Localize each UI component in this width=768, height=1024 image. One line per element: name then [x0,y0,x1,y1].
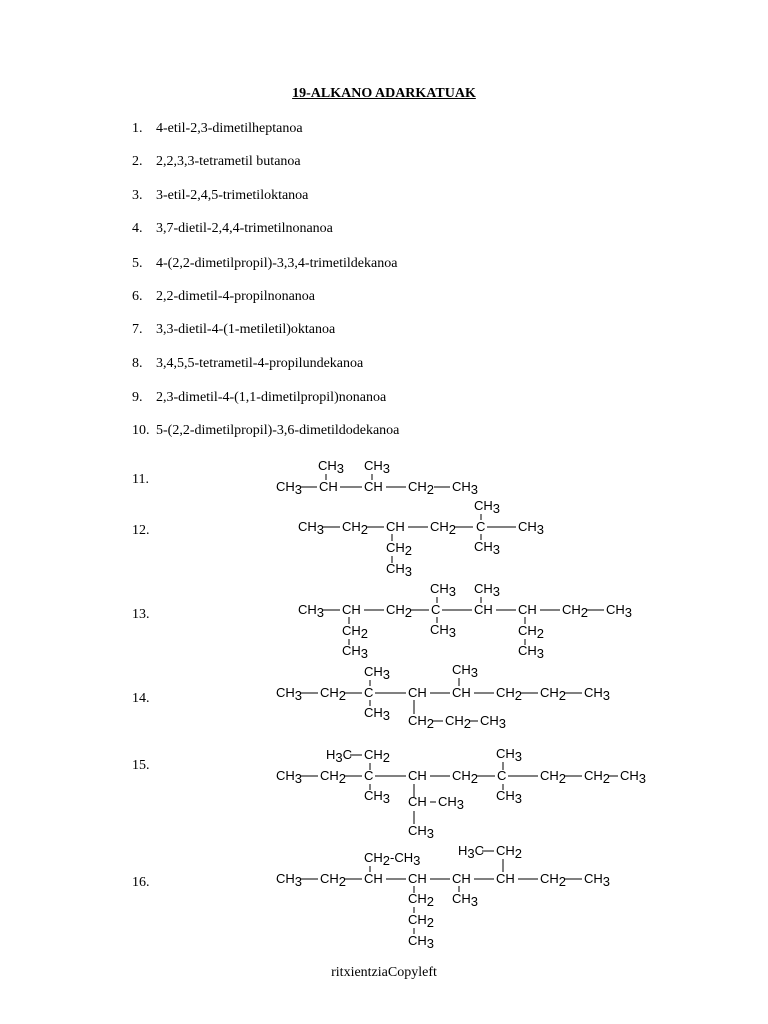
svg-text:CH: CH [452,685,471,700]
svg-text:CH: CH [342,602,361,617]
list-item-number: 9. [132,390,143,405]
list-item-number: 10. [132,423,150,438]
svg-text:CH3: CH3 [298,519,325,537]
svg-text:CH3: CH3 [496,788,523,806]
svg-text:CH2: CH2 [408,891,435,909]
list-item-text: 2,2,3,3-tetrametil butanoa [156,154,301,169]
structure-15 [276,746,646,841]
list-item-number: 8. [132,356,143,371]
svg-text:CH3: CH3 [620,768,647,786]
structure-16 [276,843,610,951]
svg-text:H3C: H3C [326,747,353,765]
svg-text:CH2: CH2 [408,713,435,731]
svg-text:CH3: CH3 [364,664,391,682]
svg-text:CH3: CH3 [298,602,325,620]
svg-text:CH2: CH2 [540,871,567,889]
svg-text:CH2: CH2 [320,768,347,786]
svg-text:CH2: CH2 [540,768,567,786]
svg-text:CH3: CH3 [452,662,479,680]
structure-13 [298,581,632,661]
svg-text:CH3: CH3 [364,788,391,806]
list-item-text: 4-etil-2,3-dimetilheptanoa [156,121,303,136]
structure-number-13: 13. [132,607,150,622]
svg-text:CH2: CH2 [408,479,435,497]
svg-text:C: C [364,768,374,783]
svg-text:CH2: CH2 [408,912,435,930]
list-item-number: 4. [132,221,143,236]
svg-text:CH2: CH2 [562,602,589,620]
svg-text:CH3: CH3 [430,622,457,640]
svg-text:CH: CH [496,871,515,886]
svg-text:CH3: CH3 [452,479,479,497]
svg-text:CH3: CH3 [606,602,633,620]
svg-text:CH3: CH3 [276,479,303,497]
footer-text: ritxientziaCopyleft [331,965,437,980]
svg-text:CH: CH [408,794,427,809]
svg-text:CH2: CH2 [452,768,479,786]
svg-text:CH3: CH3 [496,746,523,764]
svg-text:CH2: CH2 [386,540,413,558]
svg-text:CH2: CH2 [445,713,472,731]
svg-text:CH2: CH2 [496,843,523,861]
list-item-text: 3-etil-2,4,5-trimetiloktanoa [156,188,309,203]
svg-text:CH3: CH3 [474,581,501,599]
list-item-text: 4-(2,2-dimetilpropil)-3,3,4-trimetildekanoa [156,256,398,271]
svg-text:CH: CH [408,871,427,886]
svg-text:CH2: CH2 [584,768,611,786]
list-item-number: 5. [132,256,143,271]
svg-text:CH3: CH3 [518,519,545,537]
svg-text:H3C: H3C [458,843,485,861]
structure-number-14: 14. [132,691,150,706]
svg-text:CH2: CH2 [342,623,369,641]
svg-text:CH3: CH3 [408,933,435,951]
svg-text:CH2: CH2 [342,519,369,537]
list-item-text: 3,3-dietil-4-(1-metiletil)oktanoa [156,322,336,337]
list-item-number: 3. [132,188,143,203]
svg-text:CH3: CH3 [584,871,611,889]
svg-text:CH3: CH3 [364,705,391,723]
svg-text:CH3: CH3 [474,498,501,516]
svg-text:CH2: CH2 [320,871,347,889]
svg-text:CH2: CH2 [364,747,391,765]
svg-text:CH3: CH3 [364,458,391,476]
svg-text:CH3: CH3 [318,458,345,476]
svg-text:CH: CH [452,871,471,886]
svg-text:C: C [497,768,507,783]
svg-text:CH3: CH3 [408,823,435,841]
svg-text:C: C [431,602,441,617]
svg-text:CH3: CH3 [584,685,611,703]
list-item-text: 3,7-dietil-2,4,4-trimetilnonanoa [156,221,333,236]
svg-text:CH2-CH3: CH2-CH3 [364,850,421,868]
svg-text:CH: CH [386,519,405,534]
structure-number-11: 11. [132,472,149,487]
svg-text:CH: CH [319,479,338,494]
svg-text:CH3: CH3 [452,891,479,909]
svg-text:CH3: CH3 [342,643,369,661]
svg-text:CH3: CH3 [276,685,303,703]
svg-text:CH2: CH2 [540,685,567,703]
svg-text:CH: CH [364,871,383,886]
svg-text:CH3: CH3 [518,643,545,661]
svg-text:CH: CH [364,479,383,494]
structure-12 [298,498,544,579]
svg-text:CH3: CH3 [276,768,303,786]
svg-text:C: C [364,685,374,700]
structure-14 [276,662,610,731]
list-item-number: 2. [132,154,143,169]
svg-text:CH3: CH3 [480,713,507,731]
list-item-text: 2,2-dimetil-4-propilnonanoa [156,289,316,304]
list-item-text: 5-(2,2-dimetilpropil)-3,6-dimetildodekanoa [156,423,400,438]
svg-text:CH3: CH3 [386,561,413,579]
list-item-text: 3,4,5,5-tetrametil-4-propilundekanoa [156,356,364,371]
svg-text:CH2: CH2 [430,519,457,537]
list-item-number: 7. [132,322,143,337]
structure-11 [276,458,478,497]
svg-text:CH2: CH2 [320,685,347,703]
svg-text:CH2: CH2 [518,623,545,641]
structure-number-12: 12. [132,523,150,538]
svg-text:CH: CH [474,602,493,617]
structure-number-16: 16. [132,875,150,890]
svg-text:CH3: CH3 [438,794,465,812]
page-title: 19-ALKANO ADARKATUAK [292,86,476,101]
svg-text:CH3: CH3 [430,581,457,599]
svg-text:C: C [476,519,486,534]
svg-text:CH2: CH2 [386,602,413,620]
structure-number-15: 15. [132,758,150,773]
svg-text:CH: CH [518,602,537,617]
list-item-number: 6. [132,289,143,304]
list-item-number: 1. [132,121,143,136]
svg-text:CH: CH [408,685,427,700]
svg-text:CH3: CH3 [474,539,501,557]
svg-text:CH: CH [408,768,427,783]
svg-text:CH3: CH3 [276,871,303,889]
svg-text:CH2: CH2 [496,685,523,703]
list-item-text: 2,3-dimetil-4-(1,1-dimetilpropil)nonanoa [156,390,387,405]
